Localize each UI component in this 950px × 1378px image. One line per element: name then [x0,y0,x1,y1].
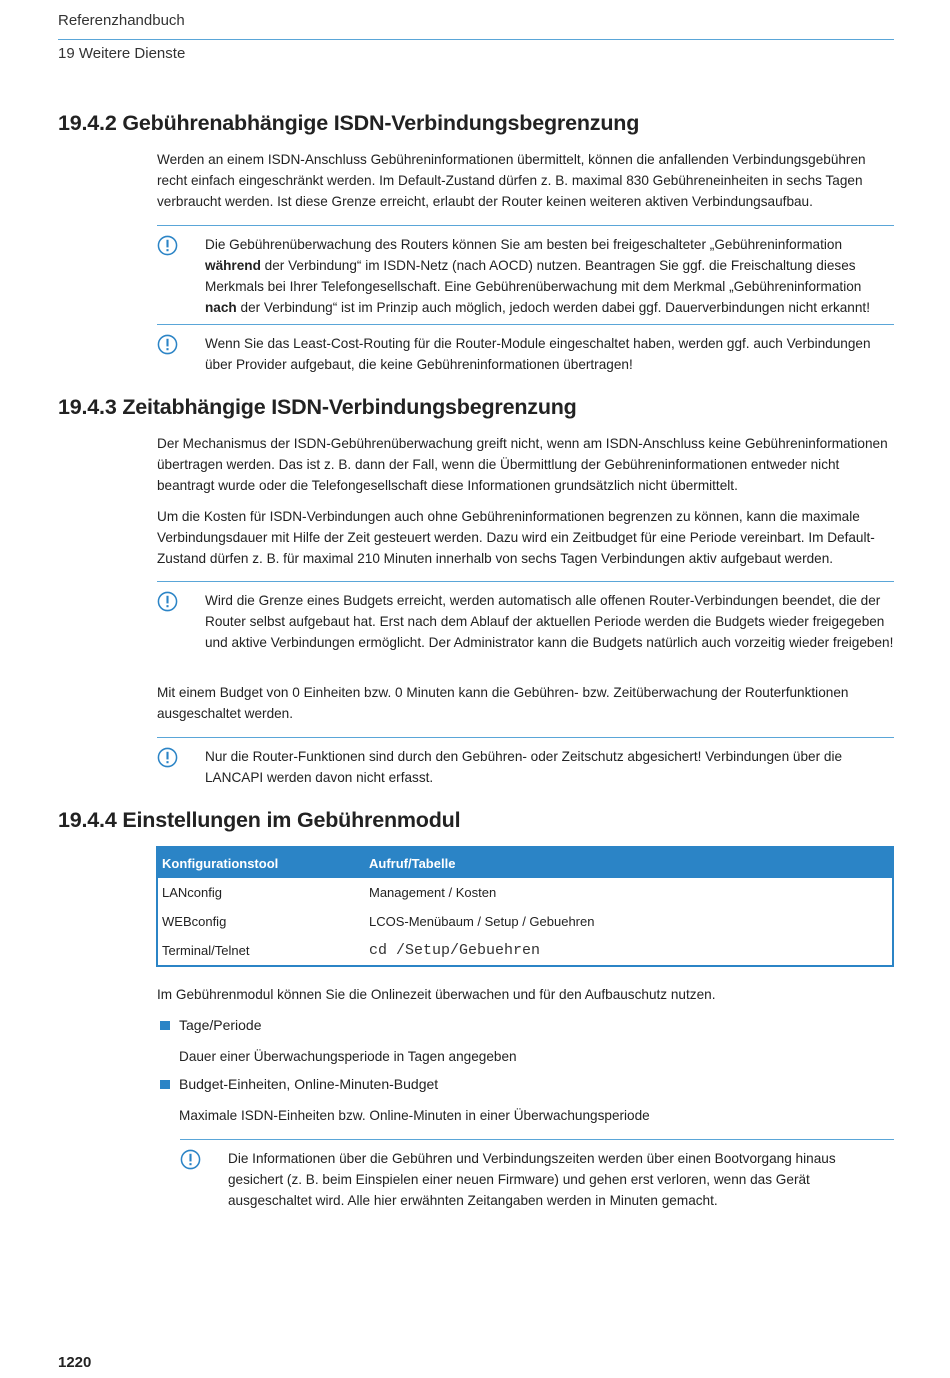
header-divider [58,39,894,40]
column-header: Aufruf/Tabelle [365,847,893,878]
section-title-19-4-2: 19.4.2 Gebührenabhängige ISDN-Verbindungsbegrenzung [58,111,640,135]
note-box [157,737,894,788]
paragraph: Der Mechanismus der ISDN-Gebührenüberwachung greift nicht, wenn am ISDN-Anschluss keine Gebühreninformationen übertragen werden. Das ist z. B. dann der Fall, wenn die Übermittlung der Gebühreninformationen entweder nicht beantragt wurde oder die Telefongesellschaft diese Informationen grundsätzlich nicht übermittelt. [157,436,888,493]
exclamation-circle-icon [157,334,178,355]
list-item-description: Maximale ISDN-Einheiten bzw. Online-Minuten in einer Überwachungsperiode [179,1108,650,1123]
exclamation-circle-icon [157,747,178,768]
exclamation-circle-icon [157,235,178,256]
note-text: Wird die Grenze eines Budgets erreicht, werden automatisch alle offenen Router-Verbindungen beendet, die der Router selbst aufgebaut hat. Erst nach dem Ablauf der aktuellen Periode werden die Budgets wieder freigegeben und aktive Verbindungen ermöglicht. Der Administrator kann die Budgets natürlich auch vorzeitig wieder freigeben! [205,593,894,650]
list-item-description: Dauer einer Überwachungsperiode in Tagen angegeben [179,1049,517,1064]
emphasis-nach: nach [205,300,237,315]
section-title-19-4-3: 19.4.3 Zeitabhängige ISDN-Verbindungsbegrenzung [58,395,577,419]
note-box [157,581,894,653]
square-bullet-icon [160,1021,170,1030]
table-cell: WEBconfig [162,914,227,929]
exclamation-circle-icon [180,1149,201,1170]
list-item-label: Budget-Einheiten, Online-Minuten-Budget [179,1076,439,1092]
config-table [156,846,894,967]
note-box [157,225,894,318]
paragraph: Um die Kosten für ISDN-Verbindungen auch ohne Gebühreninformationen begrenzen zu können, kann die maximale Verbindungsdauer mit Hilfe der Zeit gesteuert werden. Dazu wird ein Zeitbudget für eine Periode vereinbart. Im Default-Zustand dürfen z. B. für maximal 210 Minuten innerhalb von sechs Tagen Verbindungen aktiv aufgebaut werden. [157,509,875,566]
note-text: Die Informationen über die Gebühren und Verbindungszeiten werden über einen Bootvorgang hinaus gesichert (z. B. beim Einspielen einer neuen Firmware) und gehen erst verloren, wenn das Gerät ausgeschaltet wird. Alle hier erwähnten Zeitangaben werden in Minuten gemacht. [228,1151,836,1208]
note-text: Nur die Router-Funktionen sind durch den Gebühren- oder Zeitschutz abgesichert! Verbindungen über die LANCAPI werden davon nicht erfasst. [205,749,843,785]
table-row [157,878,893,907]
note-text: Wenn Sie das Least-Cost-Routing für die Router-Module eingeschaltet haben, werden ggf. auch Verbindungen über Provider aufgebaut, die keine Gebühreninformationen übertragen! [205,336,871,372]
square-bullet-icon [160,1080,170,1089]
paragraph: Mit einem Budget von 0 Einheiten bzw. 0 Minuten kann die Gebühren- bzw. Zeitüberwachung der Routerfunktionen ausgeschaltet werden. [157,685,849,721]
table-cell-command: cd /Setup/Gebuehren [369,942,541,959]
table-row [157,936,893,966]
exclamation-circle-icon [157,591,178,612]
note-text: Die Gebührenüberwachung des Routers können Sie am besten bei freigeschalteter „Gebühreninformation während der Verbindung“ im ISDN-Netz (nach AOCD) nutzen. Beantragen Sie ggf. die Freischaltung dieses Merkmals bei Ihrer Telefongesellschaft. Eine Gebührenüberwachung mit dem Merkmal „Gebühreninformation nach der Verbindung“ ist im Prinzip auch möglich, jedoch werden dabei ggf. Dauerverbindungen nicht erkannt! [205,237,870,315]
note-box [180,1139,894,1211]
paragraph: Werden an einem ISDN-Anschluss Gebühreninformationen übermittelt, können die anfallenden Verbindungsgebühren recht einfach eingeschränkt werden. Im Default-Zustand dürfen z. B. maximal 830 Gebühreneinheiten in sechs Tagen verbraucht werden. Ist diese Grenze erreicht, erlaubt der Router keinen weiteren aktiven Verbindungsaufbau. [157,152,866,209]
emphasis-waehrend: während [205,258,261,273]
table-cell: Terminal/Telnet [162,943,250,958]
table-cell: LCOS-Menübaum / Setup / Gebuehren [369,914,595,929]
section-title-19-4-4: 19.4.4 Einstellungen im Gebührenmodul [58,808,461,832]
page-number: 1220 [58,1354,92,1371]
running-header-chapter: 19 Weitere Dienste [58,45,186,62]
paragraph: Im Gebührenmodul können Sie die Onlinezeit überwachen und für den Aufbauschutz nutzen. [157,987,716,1002]
list-item-label: Tage/Periode [179,1017,262,1033]
table-header-row [157,847,893,878]
note-box [157,324,894,375]
table-cell: Management / Kosten [369,885,497,900]
running-header-book: Referenzhandbuch [58,12,185,29]
table-row [157,907,893,936]
table-cell: LANconfig [162,885,222,900]
column-header: Konfigurationstool [157,847,365,878]
